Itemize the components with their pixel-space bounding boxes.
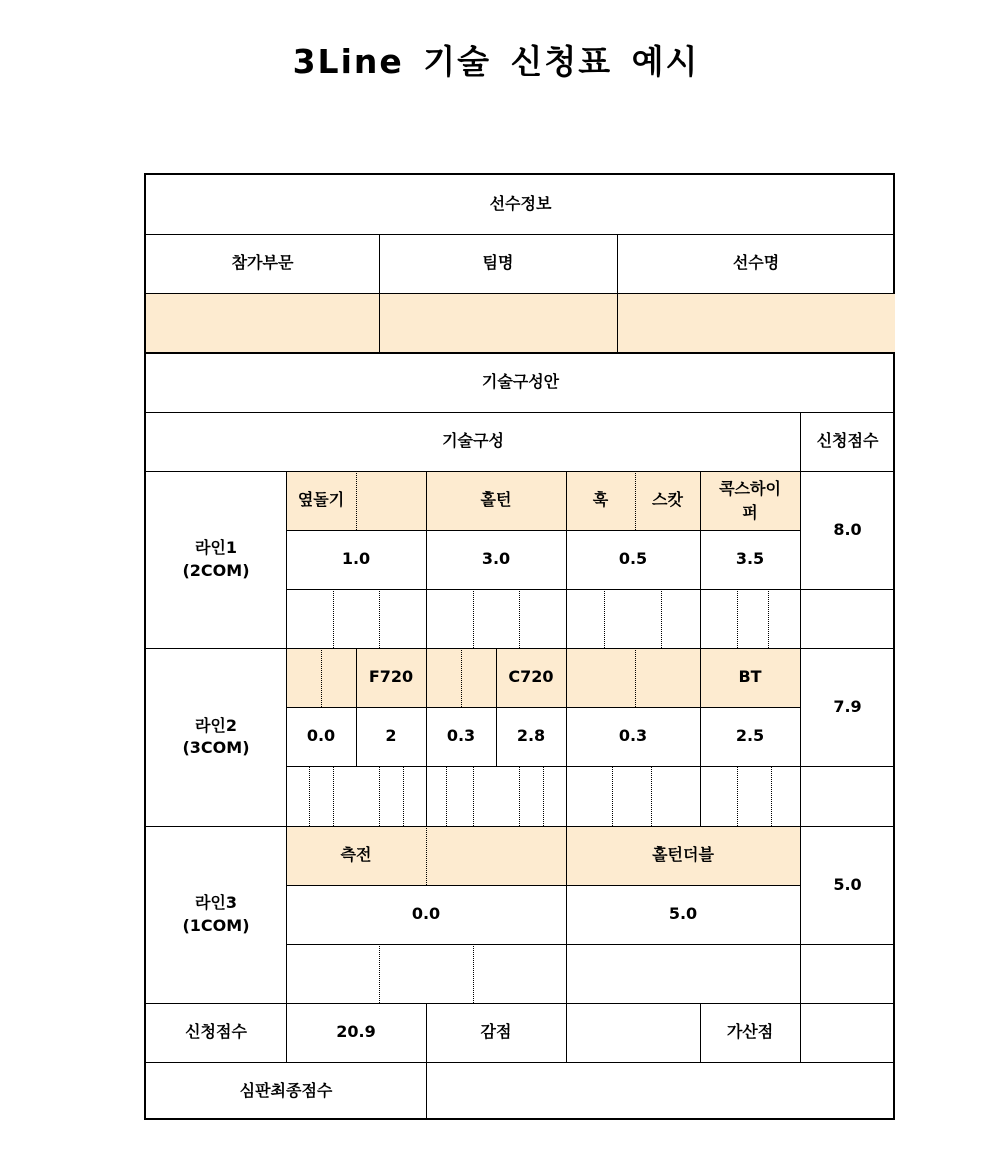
dotted-line xyxy=(309,766,310,826)
line2-skill[interactable]: C720 xyxy=(508,667,554,687)
division-field[interactable] xyxy=(146,293,379,352)
line2-skill[interactable] xyxy=(286,648,321,707)
page-title: 3Line 기술 신청표 예시 xyxy=(292,42,700,81)
line2-skill[interactable]: BT xyxy=(738,667,762,687)
line3-label xyxy=(146,826,286,1003)
line2-score[interactable]: 0.3 xyxy=(446,726,476,746)
player-info-header: 선수정보 xyxy=(489,194,552,214)
deduction-value[interactable] xyxy=(566,1003,700,1062)
dotted-line xyxy=(612,766,613,826)
line2-skill[interactable] xyxy=(461,648,496,707)
bonus-value[interactable] xyxy=(800,1003,895,1062)
dotted-line xyxy=(403,766,404,826)
line3-com: (1COM) xyxy=(182,915,250,935)
line3-applied-score[interactable]: 5.0 xyxy=(833,874,862,894)
dotted-line xyxy=(333,589,334,648)
line2-score[interactable]: 0.0 xyxy=(306,726,336,746)
line2-com: (3COM) xyxy=(182,738,250,757)
dotted-line xyxy=(661,589,662,648)
dotted-line xyxy=(543,766,544,826)
player-name-field[interactable] xyxy=(617,293,895,352)
line1-skill-last[interactable] xyxy=(700,471,800,530)
total-applied-label: 신청점수 xyxy=(185,1022,247,1042)
line2-skill[interactable]: F720 xyxy=(368,667,414,687)
line2-applied-score[interactable]: 7.9 xyxy=(833,696,862,716)
line2-score[interactable]: 2 xyxy=(385,726,397,746)
team-field[interactable] xyxy=(379,293,617,352)
dotted-line xyxy=(473,589,474,648)
line2-skill[interactable] xyxy=(635,648,700,707)
dotted-line xyxy=(737,589,738,648)
line1-skill-last-b: 퍼 xyxy=(742,502,758,522)
line3-skill[interactable]: 홀턴더블 xyxy=(652,845,714,865)
dotted-line xyxy=(446,766,447,826)
dotted-line xyxy=(519,766,520,826)
line1-label xyxy=(146,471,286,648)
line3-name: 라인3 xyxy=(194,893,238,913)
player-name-header: 선수명 xyxy=(732,253,780,273)
total-applied-value[interactable]: 20.9 xyxy=(336,1022,376,1042)
deduction-label: 감점 xyxy=(480,1022,512,1042)
applied-score-header: 신청점수 xyxy=(816,431,879,451)
division-header: 참가부문 xyxy=(231,253,294,273)
line1-com: (2COM) xyxy=(182,560,250,580)
dotted-line xyxy=(473,944,474,1003)
line1-score[interactable]: 3.0 xyxy=(481,549,511,569)
row-line xyxy=(286,589,895,590)
line1-name: 라인1 xyxy=(194,538,238,558)
final-score-label: 심판최종점수 xyxy=(239,1080,333,1100)
line1-skill[interactable]: 훅 xyxy=(592,490,609,510)
row-line xyxy=(286,766,895,767)
line1-score[interactable]: 0.5 xyxy=(618,549,648,569)
line1-score[interactable]: 1.0 xyxy=(341,549,371,569)
team-header: 팀명 xyxy=(482,253,514,273)
line2-skill[interactable] xyxy=(321,648,356,707)
line3-skill[interactable]: 측전 xyxy=(340,845,372,865)
dotted-line xyxy=(379,944,380,1003)
dotted-line xyxy=(768,589,769,648)
line1-score[interactable]: 3.5 xyxy=(735,549,765,569)
line2-score[interactable]: 2.5 xyxy=(735,726,765,746)
line1-skill-last-a: 콕스하이 xyxy=(719,478,781,498)
dotted-line xyxy=(379,589,380,648)
line1-applied-score[interactable]: 8.0 xyxy=(833,519,862,539)
final-score-value[interactable] xyxy=(426,1062,895,1120)
dotted-line xyxy=(737,766,738,826)
dotted-line xyxy=(379,766,380,826)
application-form xyxy=(144,173,895,1120)
tech-composition-header: 기술구성 xyxy=(442,431,504,451)
dotted-line xyxy=(771,766,772,826)
line2-label xyxy=(146,648,286,826)
line2-score[interactable]: 0.3 xyxy=(618,726,648,746)
bonus-label: 가산점 xyxy=(726,1022,774,1042)
line1-skill[interactable] xyxy=(356,471,426,530)
dotted-line xyxy=(651,766,652,826)
line1-skill[interactable]: 스캇 xyxy=(652,490,683,510)
line2-name: 라인2 xyxy=(194,715,238,735)
line3-score[interactable]: 5.0 xyxy=(668,904,698,924)
dotted-line xyxy=(519,589,520,648)
dotted-line xyxy=(333,766,334,826)
line1-skill[interactable]: 홀턴 xyxy=(480,490,512,510)
tech-plan-header: 기술구성안 xyxy=(481,371,560,391)
row-line xyxy=(286,944,895,945)
line2-score[interactable]: 2.8 xyxy=(516,726,546,746)
dotted-line xyxy=(604,589,605,648)
line1-skill[interactable]: 옆돌기 xyxy=(297,490,345,510)
line3-score[interactable]: 0.0 xyxy=(411,904,441,924)
dotted-line xyxy=(473,766,474,826)
line2-skill[interactable] xyxy=(566,648,635,707)
line3-skill[interactable] xyxy=(426,826,566,885)
line2-skill[interactable] xyxy=(426,648,461,707)
